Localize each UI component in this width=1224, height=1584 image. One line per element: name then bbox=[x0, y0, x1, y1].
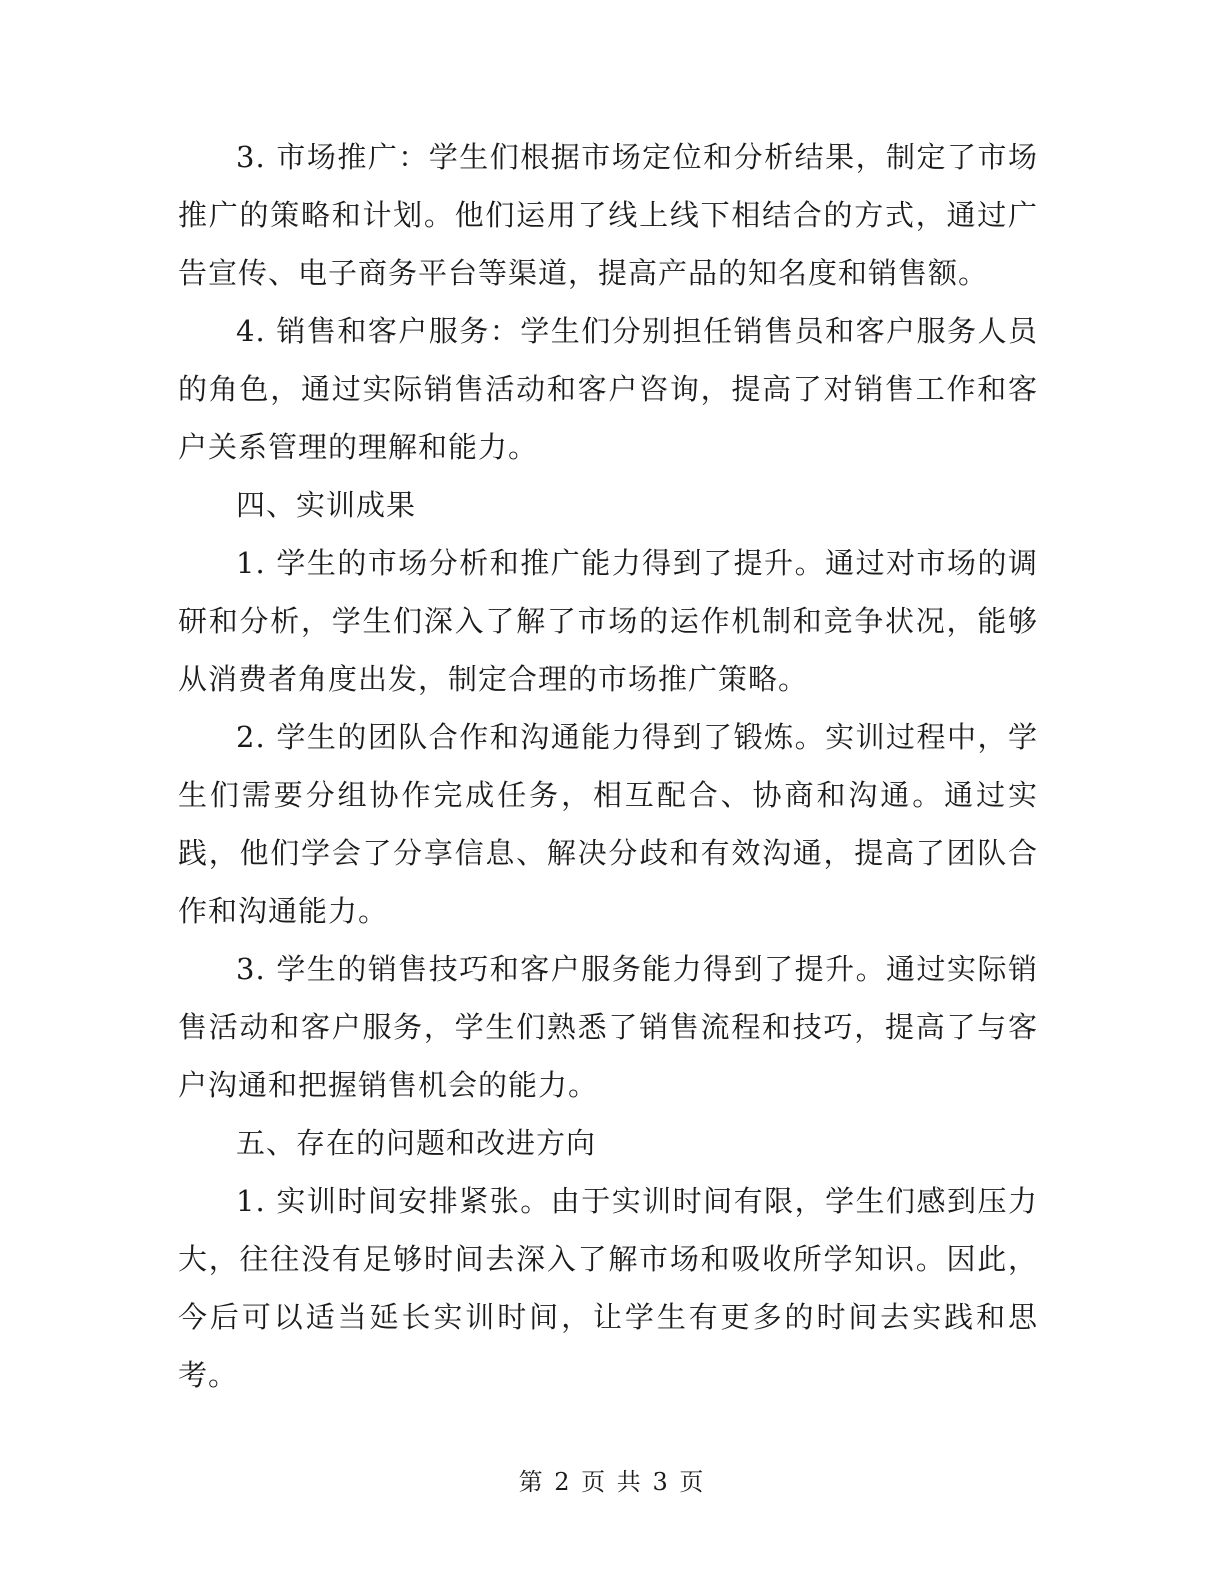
results-item-3: 3. 学生的销售技巧和客户服务能力得到了提升。通过实际销售活动和客户服务，学生们熟悉了销售流程和技巧，提高了与客户沟通和把握销售机会的能力。 bbox=[178, 952, 1038, 1102]
page-footer: 第 2 页 共 3 页 bbox=[518, 1468, 706, 1496]
paragraph-market-promotion: 3. 市场推广：学生们根据市场定位和分析结果，制定了市场推广的策略和计划。他们运用了线上线下相结合的方式，通过广告宣传、电子商务平台等渠道，提高产品的知名度和销售额。 bbox=[178, 140, 1038, 290]
results-item-2: 2. 学生的团队合作和沟通能力得到了锻炼。实训过程中，学生们需要分组协作完成任务，相互配合、协商和沟通。通过实践，他们学会了分享信息、解决分歧和有效沟通，提高了团队合作和沟通能力。 bbox=[178, 720, 1038, 928]
section-heading-problems: 五、存在的问题和改进方向 bbox=[236, 1126, 597, 1160]
results-item-1: 1. 学生的市场分析和推广能力得到了提升。通过对市场的调研和分析，学生们深入了解了市场的运作机制和竞争状况，能够从消费者角度出发，制定合理的市场推广策略。 bbox=[178, 546, 1038, 696]
problems-item-1: 1. 实训时间安排紧张。由于实训时间有限，学生们感到压力大，往往没有足够时间去深入了解市场和吸收所学知识。因此，今后可以适当延长实训时间，让学生有更多的时间去实践和思考。 bbox=[178, 1184, 1038, 1392]
paragraph-sales-service: 4. 销售和客户服务：学生们分别担任销售员和客户服务人员的角色，通过实际销售活动和客户咨询，提高了对销售工作和客户关系管理的理解和能力。 bbox=[178, 314, 1038, 464]
section-heading-results: 四、实训成果 bbox=[236, 488, 417, 522]
document-body bbox=[178, 128, 1038, 1404]
